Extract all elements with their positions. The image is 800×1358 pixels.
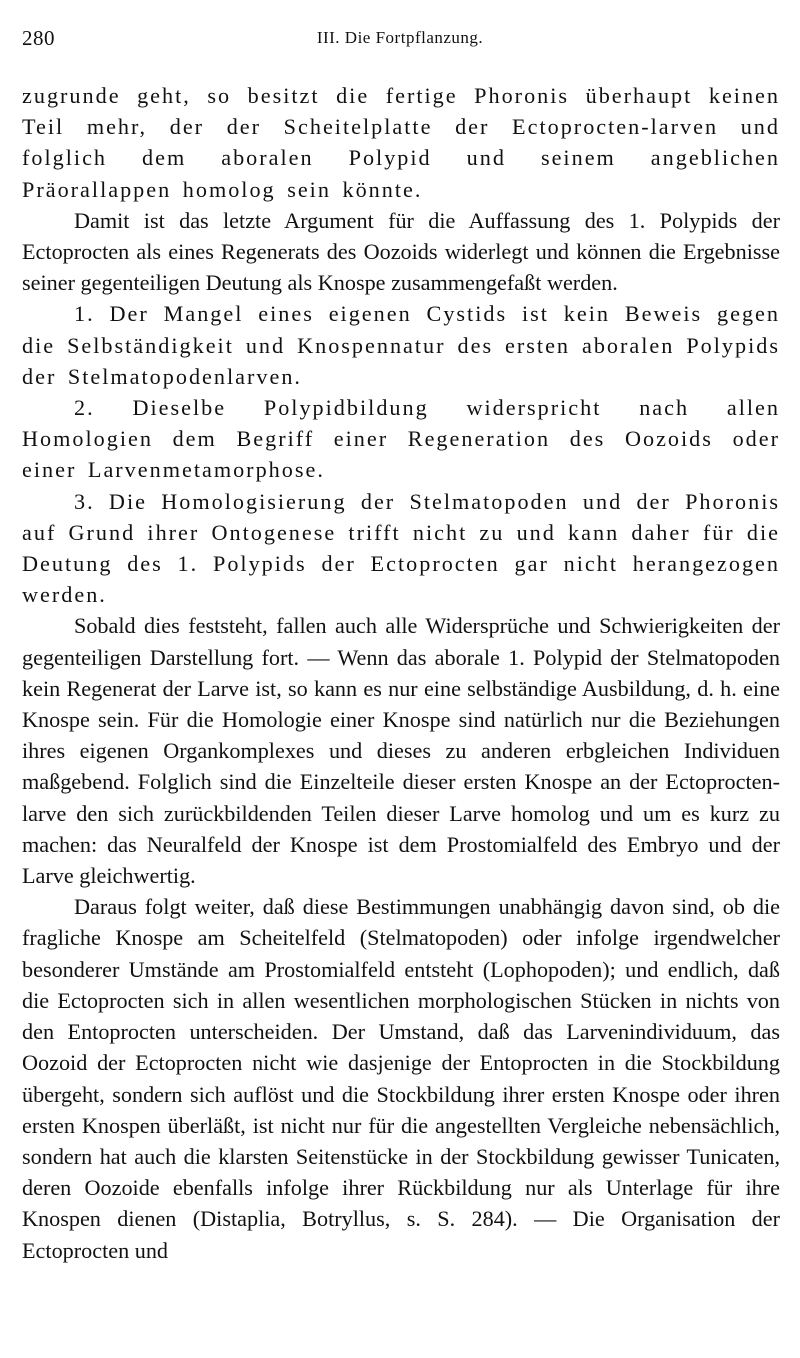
page-number: 280 bbox=[22, 26, 55, 50]
paragraph-2: Damit ist das letzte Argument für die Auffassung des 1. Polypids der Ectoprocten als eines Regenerats des Oozoids widerlegt und können die Ergebnisse seiner gegenteiligen Deutung als Knospe zusammengefaßt werden. bbox=[22, 207, 780, 296]
list-item-2: 2. Dieselbe Polypidbildung widerspricht nach allen Homologien dem Begriff einer Regeneration des Oozoids oder einer Larvenmetamorphose. bbox=[22, 395, 780, 483]
body-text bbox=[22, 80, 780, 1266]
running-head: III. Die Fortpflanzung. bbox=[316, 28, 484, 47]
list-item-3: 3. Die Homologisierung der Stelmatopoden und der Phoronis auf Grund ihrer Ontogenese trifft nicht zu und kann daher für die Deutung des 1. Polypids der Ectoprocten gar nicht herangezogen werden. bbox=[22, 488, 780, 608]
paragraph-1: zugrunde geht, so besitzt die fertige Phoronis überhaupt keinen Teil mehr, der der Scheitelplatte der Ectoprocten-larven und folglich dem aboralen Polypid und seinem angeblichen Präorallappen homolog sein könnte. bbox=[22, 83, 780, 202]
list-item-1: 1. Der Mangel eines eigenen Cystids ist kein Beweis gegen die Selbständigkeit und Knospennatur des ersten aboralen Polypids der Stelmatopodenlarven. bbox=[22, 301, 780, 389]
paragraph-4: Daraus folgt weiter, daß diese Bestimmungen unabhängig davon sind, ob die fragliche Knospe am Scheitelfeld (Stelmatopoden) oder infolge irgendwelcher besonderer Umstände am Prostomialfeld entsteht (Lophopoden); und endlich, daß die Ectoprocten sich in allen wesentlichen morphologischen Stücken in nichts von den Entoprocten unterscheiden. Der Umstand, daß das Larvenindividuum, das Oozoid der Ectoprocten nicht wie dasjenige der Entoprocten in die Stockbildung übergeht, sondern sich auflöst und die Stockbildung ihrer ersten Knospe oder ihren ersten Knospen überläßt, ist nicht nur für die angestellten Vergleiche nebensächlich, sondern hat auch die klarsten Seitenstücke in der Stockbildung gewisser Tunicaten, deren Oozoide ebenfalls infolge ihrer Rückbildung nur als Unterlage für ihre Knospen dienen (Distaplia, Botryllus, s. S. 284). — Die Organisation der Ectoprocten und bbox=[22, 894, 780, 1263]
paragraph-3: Sobald dies feststeht, fallen auch alle Widersprüche und Schwierigkeiten der gegenteiligen Darstellung fort. — Wenn das aborale 1. Polypid der Stelmatopoden kein Regenerat der Larve ist, so kann es nur eine selbständige Ausbildung, d. h. eine Knospe sein. Für die Homologie einer Knospe sind natürlich nur die Beziehungen ihres eigenen Organkomplexes und dieses zu anderen erbgleichen Individuen maßgebend. Folglich sind die Einzelteile dieser ersten Knospe an der Ectoprocten-larve den sich zurückbildenden Teilen dieser Larve homolog und um es kurz zu machen: das Neuralfeld der Knospe ist dem Prostomialfeld des Embryo und der Larve gleichwertig. bbox=[22, 613, 780, 889]
page-header bbox=[22, 26, 778, 56]
